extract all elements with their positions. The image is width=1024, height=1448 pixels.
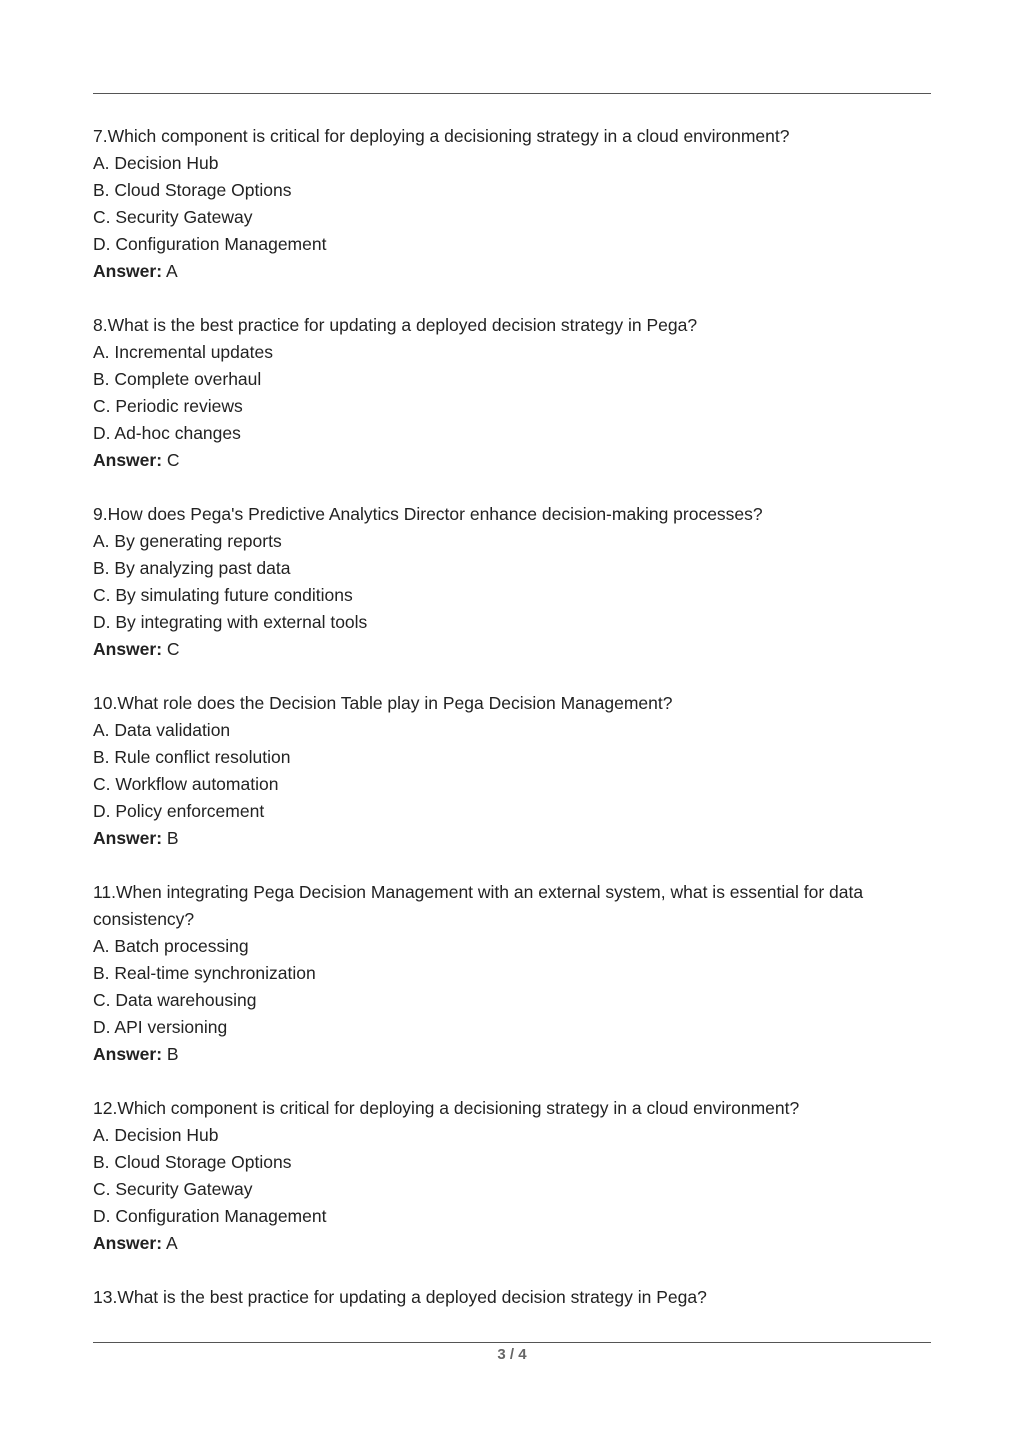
answer-value: C [166, 450, 180, 470]
answer-label: Answer: [93, 261, 163, 281]
option-b: B. Cloud Storage Options [93, 180, 292, 200]
question-12 [93, 1095, 931, 1257]
option-a: A. Decision Hub [93, 153, 219, 173]
page-content [93, 123, 931, 1311]
answer-value: B [166, 828, 179, 848]
question-text: 12.Which component is critical for deploying a decisioning strategy in a cloud environment? [93, 1098, 800, 1118]
page-number: 3 / 4 [497, 1346, 527, 1363]
answer-value: C [166, 639, 180, 659]
option-c: C. By simulating future conditions [93, 585, 353, 605]
question-13 [93, 1284, 931, 1311]
answer-line [93, 447, 931, 474]
option-c: C. Periodic reviews [93, 396, 243, 416]
answer-line [93, 636, 931, 663]
option-b: B. Rule conflict resolution [93, 747, 291, 767]
footer-rule [93, 1342, 931, 1343]
question-9 [93, 501, 931, 663]
question-text: 13.What is the best practice for updating a deployed decision strategy in Pega? [93, 1287, 707, 1307]
option-c: C. Security Gateway [93, 207, 253, 227]
answer-label: Answer: [93, 1233, 163, 1253]
question-text: 8.What is the best practice for updating a deployed decision strategy in Pega? [93, 315, 698, 335]
option-b: B. Cloud Storage Options [93, 1152, 292, 1172]
question-text: 10.What role does the Decision Table play in Pega Decision Management? [93, 693, 673, 713]
answer-label: Answer: [93, 450, 163, 470]
option-b: B. By analyzing past data [93, 558, 291, 578]
option-c: C. Data warehousing [93, 990, 257, 1010]
answer-line [93, 1230, 931, 1257]
header-rule [93, 93, 931, 94]
question-text: 7.Which component is critical for deploying a decisioning strategy in a cloud environment? [93, 126, 790, 146]
option-a: A. By generating reports [93, 531, 282, 551]
answer-value: A [165, 1233, 178, 1253]
answer-label: Answer: [93, 639, 163, 659]
option-a: A. Batch processing [93, 936, 249, 956]
option-c: C. Security Gateway [93, 1179, 253, 1199]
option-c: C. Workflow automation [93, 774, 279, 794]
option-d: D. Policy enforcement [93, 801, 265, 821]
answer-value: B [166, 1044, 179, 1064]
question-11 [93, 879, 931, 1068]
question-10 [93, 690, 931, 852]
option-b: B. Complete overhaul [93, 369, 262, 389]
option-d: D. By integrating with external tools [93, 612, 368, 632]
answer-line [93, 825, 931, 852]
answer-value: A [165, 261, 178, 281]
option-d: D. Ad-hoc changes [93, 423, 241, 443]
option-b: B. Real-time synchronization [93, 963, 316, 983]
question-text: 9.How does Pega's Predictive Analytics Director enhance decision-making processes? [93, 504, 763, 524]
option-d: D. Configuration Management [93, 1206, 327, 1226]
answer-line [93, 1041, 931, 1068]
option-d: D. Configuration Management [93, 234, 327, 254]
answer-label: Answer: [93, 828, 163, 848]
option-a: A. Decision Hub [93, 1125, 219, 1145]
option-d: D. API versioning [93, 1017, 228, 1037]
question-text: 11.When integrating Pega Decision Management with an external system, what is essential for data consistency? [93, 882, 864, 929]
answer-label: Answer: [93, 1044, 163, 1064]
answer-line [93, 258, 931, 285]
question-7 [93, 123, 931, 285]
question-8 [93, 312, 931, 474]
option-a: A. Incremental updates [93, 342, 273, 362]
option-a: A. Data validation [93, 720, 231, 740]
